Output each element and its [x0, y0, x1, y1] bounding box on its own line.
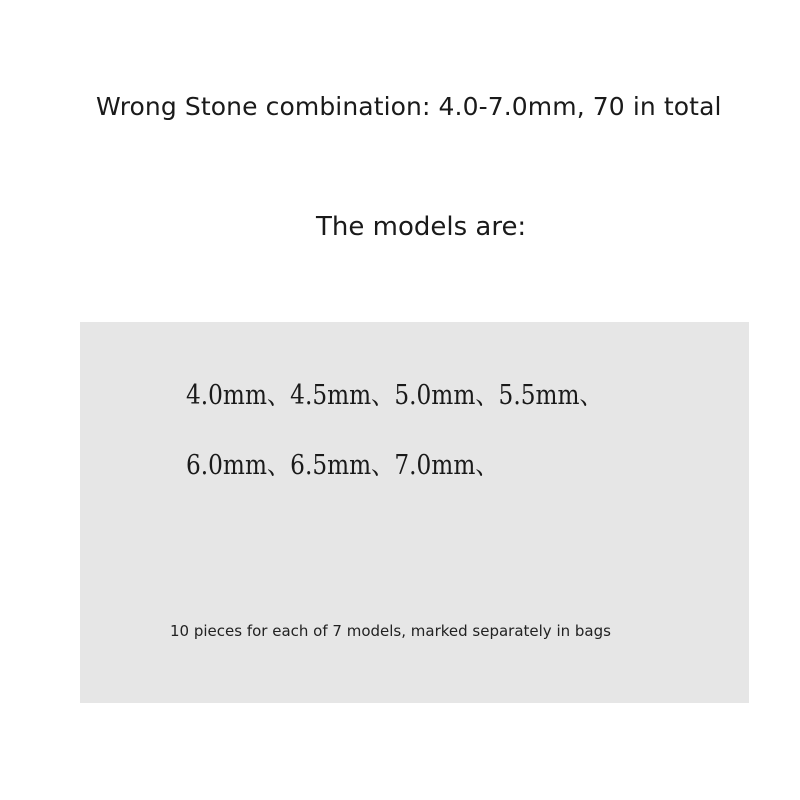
subheading: The models are: [316, 212, 527, 242]
sizes-line-2: 6.0mm、6.5mm、7.0mm、 [186, 450, 499, 481]
packaging-note: 10 pieces for each of 7 models, marked separately in bags [170, 622, 611, 640]
headline: Wrong Stone combination: 4.0-7.0mm, 70 in total [96, 92, 722, 121]
info-panel [80, 322, 749, 703]
sizes-line-1: 4.0mm、4.5mm、5.0mm、5.5mm、 [186, 380, 603, 411]
